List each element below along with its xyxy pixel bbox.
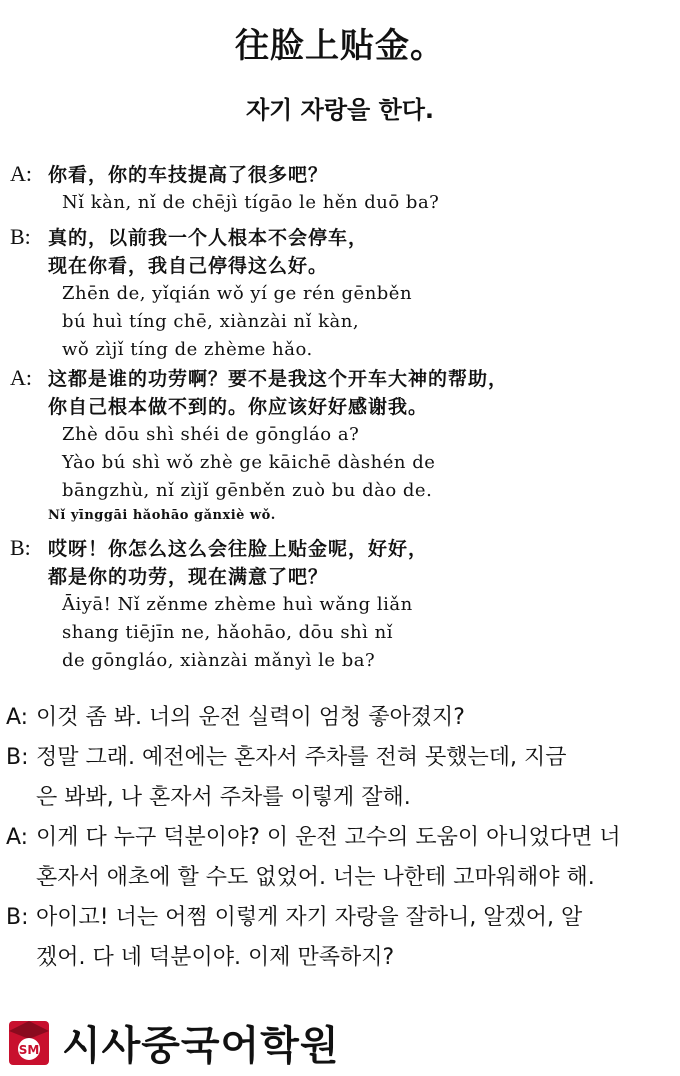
korean-line xyxy=(6,778,678,818)
dialogue-a2 xyxy=(10,364,675,527)
chinese-line: 现在你看，我自己停得这么好。 xyxy=(48,255,329,277)
pinyin-line-small: Nǐ yīnggāi hǎohāo gǎnxiè wǒ. xyxy=(48,508,276,523)
korean-line xyxy=(6,938,678,978)
korean-line xyxy=(6,698,678,738)
korean-translation xyxy=(6,698,678,978)
korean-text: 정말 그래. 예전에는 혼자서 주차를 전혀 못했는데, 지금 xyxy=(36,745,567,770)
chinese-line: 这都是谁的功劳啊？要不是我这个开车大神的帮助， xyxy=(48,368,509,390)
sisa-emblem-icon xyxy=(6,1017,52,1067)
dialogue-b1 xyxy=(10,223,675,364)
academy-logo xyxy=(6,1012,339,1072)
pinyin-line: bú huì tíng chē, xiànzài nǐ kàn, xyxy=(62,311,360,332)
chinese-line: 哎呀！你怎么这么会往脸上贴金呢，好好， xyxy=(48,538,429,560)
speaker-label: A: xyxy=(10,365,32,390)
korean-line xyxy=(6,818,678,858)
pinyin-line: wǒ zìjǐ tíng de zhème hǎo. xyxy=(62,339,313,360)
speaker-label: A: xyxy=(10,161,32,186)
pinyin-line: Yào bú shì wǒ zhè ge kāichē dàshén de xyxy=(62,452,436,473)
chinese-line: 你看，你的车技提高了很多吧？ xyxy=(48,164,329,186)
speaker-label: B: xyxy=(10,224,31,249)
speaker-label: B: xyxy=(6,745,29,770)
korean-line xyxy=(6,738,678,778)
page-title: 往脸上贴金。 xyxy=(235,26,445,66)
page-subtitle: 자기 자랑을 한다. xyxy=(245,96,435,124)
korean-line xyxy=(6,858,678,898)
speaker-label: A: xyxy=(6,705,29,730)
chinese-line: 都是你的功劳，现在满意了吧？ xyxy=(48,566,329,588)
chinese-line: 真的，以前我一个人根本不会停车， xyxy=(48,227,369,249)
pinyin-line: Zhè dōu shì shéi de gōngláo a? xyxy=(62,424,360,445)
speaker-label: A: xyxy=(6,825,29,850)
speaker-label: B: xyxy=(10,535,31,560)
korean-line xyxy=(6,898,678,938)
dialogue-b2 xyxy=(10,534,675,675)
pinyin-line: Nǐ kàn, nǐ de chējì tígāo le hěn duō ba? xyxy=(62,192,440,213)
chinese-line: 你自己根本做不到的。你应该好好感谢我。 xyxy=(48,396,429,418)
korean-text: 겠어. 다 네 덕분이야. 이제 만족하지? xyxy=(36,945,395,970)
korean-text: 이게 다 누구 덕분이야? 이 운전 고수의 도움이 아니었다면 너 xyxy=(36,825,621,850)
pinyin-line: Zhēn de, yǐqián wǒ yí ge rén gēnběn xyxy=(62,283,413,304)
svg-text:SM: SM xyxy=(18,1043,40,1057)
korean-text: 은 봐봐, 나 혼자서 주차를 이렇게 잘해. xyxy=(36,785,411,810)
speaker-label: B: xyxy=(6,905,29,930)
pinyin-line: de gōngláo, xiànzài mǎnyì le ba? xyxy=(62,650,376,671)
dialogue-a1 xyxy=(10,160,675,217)
pinyin-line: bāngzhù, nǐ zìjǐ gēnběn zuò bu dào de. xyxy=(62,480,433,501)
korean-text: 이것 좀 봐. 너의 운전 실력이 엄청 좋아졌지? xyxy=(36,705,465,730)
korean-text: 혼자서 애초에 할 수도 없었어. 너는 나한테 고마워해야 해. xyxy=(36,865,595,890)
academy-name: 시사중국어학원 xyxy=(62,1022,340,1069)
korean-text: 아이고! 너는 어쩜 이렇게 자기 자랑을 잘하니, 알겠어, 알 xyxy=(36,905,583,930)
pinyin-line: Āiyā! Nǐ zěnme zhème huì wǎng liǎn xyxy=(62,594,413,615)
pinyin-line: shang tiējīn ne, hǎohāo, dōu shì nǐ xyxy=(62,622,393,643)
